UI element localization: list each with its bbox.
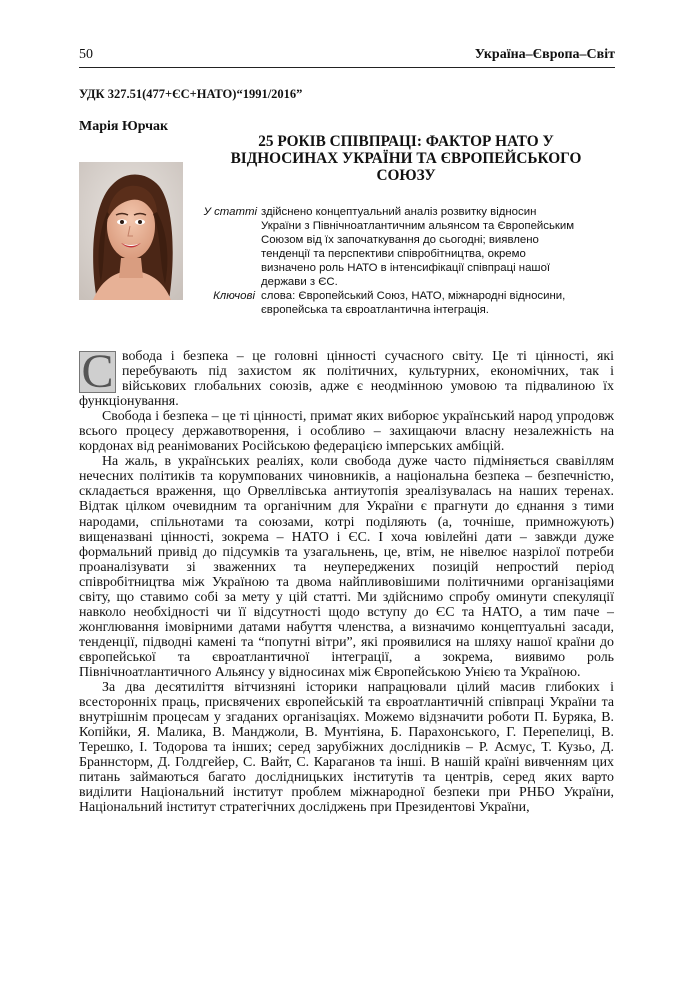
- abstract-text: [261, 205, 609, 289]
- abstract-line: України з Північноатлантичним альянсом та Європейським: [261, 220, 575, 232]
- keywords-text: [261, 289, 609, 317]
- abstract-line: держави з ЄС.: [261, 276, 338, 288]
- abstract-line: тенденції та перспективи співробітництва, окремо: [261, 248, 526, 260]
- udc-code: УДК 327.51(477+ЄС+НАТО)“1991/2016”: [79, 87, 303, 101]
- page-number: 50: [79, 47, 93, 62]
- keywords-line: слова: Європейський Союз, НАТО, міжнародні відносини,: [261, 290, 566, 302]
- running-header: [79, 47, 615, 69]
- article-title: [205, 133, 607, 184]
- dropcap-letter: С: [81, 345, 114, 398]
- author-name: Марія Юрчак: [79, 119, 169, 134]
- abstract-line: Союзом від їх започаткування до сьогодні; виявлено: [261, 234, 539, 246]
- abstract-line: визначено роль НАТО в інтенсифікації співпраці нашої: [261, 262, 551, 274]
- keywords-line: європейська та євроатлантична інтеграція.: [261, 304, 489, 316]
- paragraph: [79, 345, 614, 410]
- paragraph: За два десятиліття вітчизняні історики напрацювали цілий масив глибоких і всесторонніх праць, присвячених європейській та євроатлантичній співпраці України та внутрішнім процесам у згаданих організаціях. Можемо відзначити роботи П. Буряка, В. Копійки, Я. Малика, В. Манджоли, В. Мунтіяна, Б. Парахонського, Г. Перепелиці, В. Терешко, І. Тодорова та інших; серед зарубіжних дослідників – Р. Асмус, Т. Кузьо, Д. Браннсторм, Д. Голдгейер, С. Вайт, С. Караганов та інші. В нашій країні вивченням цих питань займаються багато дослідницьких інститутів та центрів, серед яких варто виділити Національний інститут проблем міжнародної безпеки при РНБО України, Національний інститут стратегічних досліджень при Президентові України,: [79, 680, 614, 816]
- journal-title: Україна–Європа–Світ: [474, 47, 615, 62]
- abstract-line: здійснено концептуальний аналіз розвитку відносин: [261, 206, 537, 218]
- paragraph-text: вобода і безпека – це головні цінності сучасного світу. Це ті цінності, які перебувають під захистом як політичних, культурних, економічних, так і військових глобальних союзів, адже є неодмінною умовою та підвалиною їх функціонування.: [79, 349, 614, 410]
- title-line: ВІДНОСИНАХ УКРАЇНИ ТА ЄВРОПЕЙСЬКОГО: [230, 150, 582, 167]
- keywords-label: Ключові: [213, 290, 255, 302]
- abstract-label: У статті: [203, 206, 257, 218]
- paragraph: Свобода і безпека – це ті цінності, примат яких виборює український народ упродовж всього процесу державотворення, і особливо – захищаючи власну незалежність на кордонах від реанімованих Російською федерацією імперських амбіцій.: [79, 409, 614, 455]
- header-rule: [79, 67, 615, 68]
- title-line: СОЮЗУ: [376, 167, 436, 184]
- article-body: [79, 345, 614, 816]
- title-line: 25 РОКІВ СПІВПРАЦІ: ФАКТОР НАТО У: [258, 133, 554, 150]
- dropcap: [79, 345, 116, 398]
- paragraph: На жаль, в українських реаліях, коли свобода дуже часто підміняється свавіллям нечесних політиків та корумпованих чиновників, а національна безпека – безпечністю, складається враження, що Орвеллівська антиутопія зреалізувалась на наших теренах. Відтак цілком очевидним та органічним для України є прагнути до єднання з тими народами, спільнотами та союзами, котрі поділяють (а, точніше, примножують) вищеназвані цінності, зокрема – НАТО і ЄС. І хоча ювілейні дати – завжди дуже формальний привід до підсумків та узагальнень, це, втім, не нівелює назрілої потреби проаналізувати зі зваженних та неупереджених позицій непростий період співробітництва між Україною та двома найпливовішими політичними організаціями світу, що ставимо собі за мету у цій статті. Ми здійснимо спробу оминути спекуляції навколо необхідності чи її відсутності щодо вступу до ЄС та НАТО, а тим паче – жонглювання імовірними датами набуття членства, а визначимо концептуальні засади, тенденції, підводні камені та “попутні вітри”, які проявилися на шляху нашої країни до європейської та євроатлантичної інтеграції, а зокрема, виявимо роль Північноатлантичного Альянсу у відносинах між Європейською Унією та Україною.: [79, 454, 614, 680]
- author-portrait: [79, 162, 183, 300]
